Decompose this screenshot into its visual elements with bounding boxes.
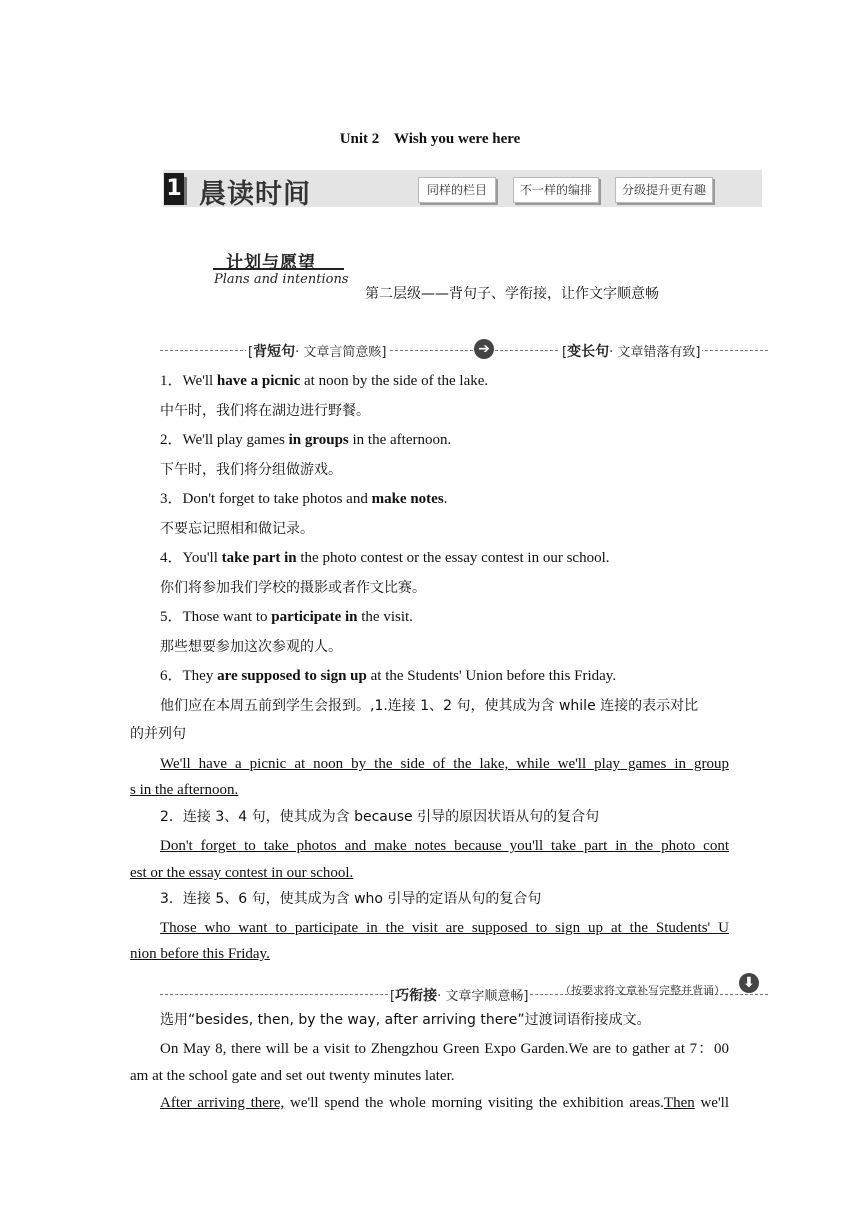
task-1-answer-cont: s in the afternoon.: [130, 782, 239, 798]
task-2-answer-cont: est or the essay contest in our school.: [130, 865, 354, 881]
sentence-4-cn: 你们将参加我们学校的摄影或者作文比赛。: [160, 580, 426, 596]
sentence-5: 5．Those want to participate in the visit.: [160, 609, 413, 625]
task-3-answer: Those who want to participate in the visit are supposed to sign up at the Students' U: [160, 920, 729, 936]
plan-title-rule: [213, 268, 344, 270]
plan-title-en: Plans and intentions: [214, 272, 349, 287]
sentence-3: 3．Don't forget to take photos and make notes.: [160, 491, 448, 507]
sentence-2-cn: 下午时，我们将分组做游戏。: [160, 462, 342, 478]
section-banner: [163, 170, 762, 210]
task-3-prompt: 3．连接 5、6 句，使其成为含 who 引导的定语从句的复合句: [160, 891, 542, 907]
page-title: Unit 2 Wish you were here: [339, 131, 521, 147]
tag-level-up: 分级提升更有趣: [615, 177, 713, 203]
sentence-3-cn: 不要忘记照相和做记录。: [160, 521, 314, 537]
section1-right-header: [变长句· 文章错落有致]: [560, 341, 702, 361]
passage-paragraph-1: On May 8, there will be a visit to Zhengzhou Green Expo Garden.We are to gather at 7：00: [160, 1041, 729, 1057]
arrow-right-icon: ➔: [474, 339, 494, 359]
blank-answer-1: After arriving there,: [160, 1095, 285, 1111]
banner-title: 晨读时间: [199, 179, 311, 210]
plan-title-cn: 计划与愿望: [226, 253, 316, 273]
section1-left-bold: 背短句: [253, 344, 296, 360]
passage-paragraph-1-cont: am at the school gate and set out twenty minutes later.: [130, 1068, 455, 1084]
sentence-6-cn: 他们应在本周五前到学生会报到。,1.连接 1、2 句，使其成为含 while 连接的表示对比: [160, 698, 699, 714]
passage-paragraph-2: After arriving there, we'll spend the whole morning visiting the exhibition areas.Then we'll: [160, 1095, 729, 1111]
tag-different-layout: 不一样的编排: [513, 177, 599, 203]
section1-right-bold: 变长句: [567, 344, 610, 360]
blank-answer-2: Then: [663, 1095, 695, 1111]
sentence-1: 1．We'll have a picnic at noon by the side of the lake.: [160, 373, 489, 389]
banner-number: 1: [164, 173, 184, 205]
section2-header: [巧衔接· 文章字顺意畅]: [388, 985, 530, 1005]
section2-note: （按要求将文章补写完整并背诵）: [560, 984, 725, 997]
section1-left-header: [背短句· 文章言简意赅]: [246, 341, 388, 361]
task-1-prompt-tail: 的并列句: [130, 726, 186, 742]
sentence-6: 6．They are supposed to sign up at the Students' Union before this Friday.: [160, 668, 617, 684]
task-3-answer-cont: nion before this Friday.: [130, 946, 270, 962]
section2-bold: 巧衔接: [395, 988, 438, 1004]
sentence-4: 4．You'll take part in the photo contest or the essay contest in our school.: [160, 550, 610, 566]
section1-right-text: · 文章错落有致: [609, 345, 696, 360]
level-description: 第二层级——背句子、学衔接，让作文字顺意畅: [365, 286, 659, 302]
section2-text: · 文章字顺意畅: [437, 989, 524, 1004]
sentence-2: 2．We'll play games in groups in the afternoon.: [160, 432, 452, 448]
arrow-down-icon: ⬇: [739, 973, 759, 993]
passage-instruction: 选用“besides, then, by the way, after arriving there”过渡词语衔接成文。: [160, 1012, 651, 1028]
sentence-1-cn: 中午时，我们将在湖边进行野餐。: [160, 403, 370, 419]
tag-same-column: 同样的栏目: [418, 177, 496, 203]
section1-left-text: · 文章言简意赅: [295, 345, 382, 360]
task-2-answer: Don't forget to take photos and make notes because you'll take part in the photo cont: [160, 838, 729, 854]
task-1-answer: We'll have a picnic at noon by the side of the lake, while we'll play games in group: [160, 756, 729, 772]
task-2-prompt: 2．连接 3、4 句，使其成为含 because 引导的原因状语从句的复合句: [160, 809, 600, 825]
sentence-5-cn: 那些想要参加这次参观的人。: [160, 639, 342, 655]
